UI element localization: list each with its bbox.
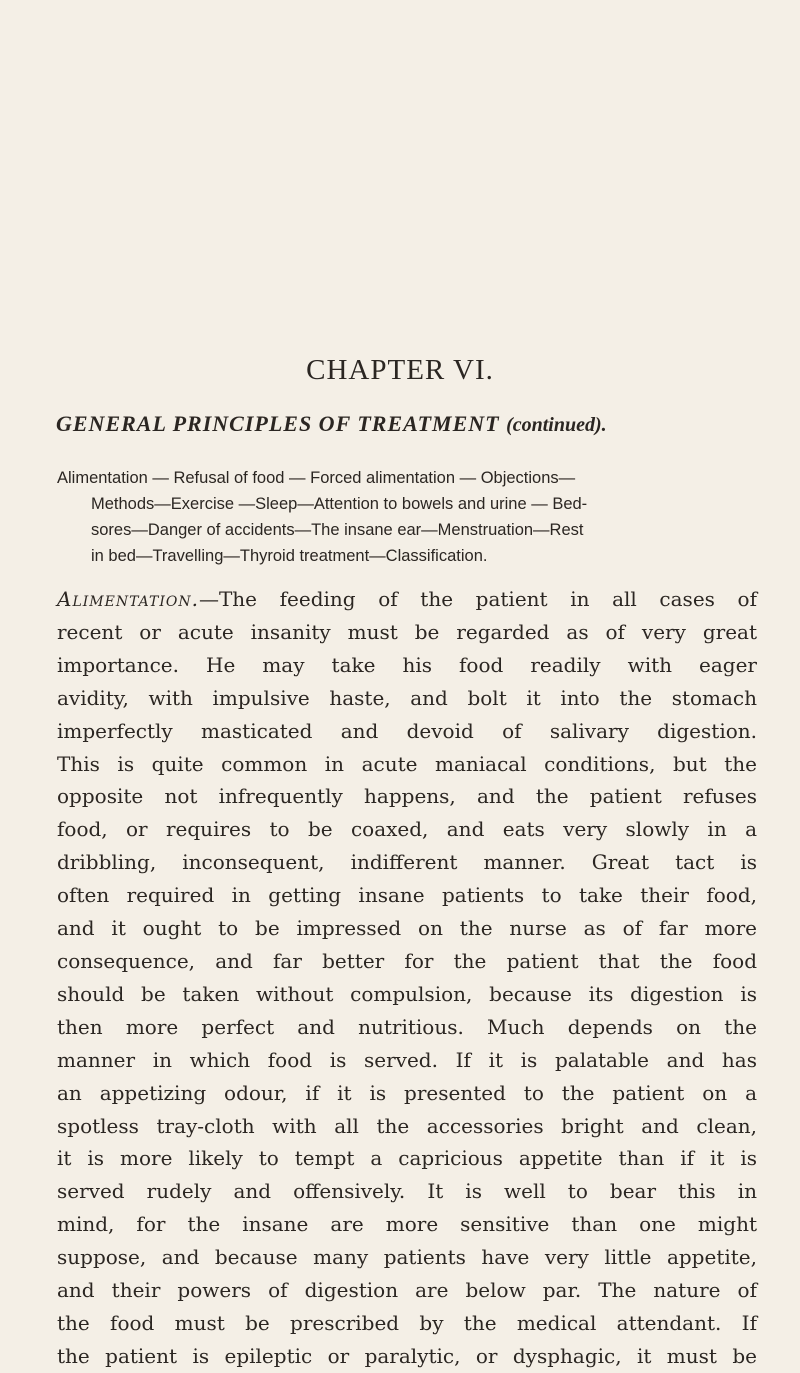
body-first-line (57, 583, 757, 616)
body-line: and their powers of digestion are below par. The nature of (57, 1278, 757, 1303)
chapter-synopsis (57, 465, 757, 569)
body-line: and it ought to be impressed on the nurse as of far more (57, 916, 757, 941)
body-line: should be taken without compulsion, because its digestion is (57, 981, 757, 1006)
body-line: opposite not infrequently happens, and the patient refuses (57, 784, 757, 809)
body-line: dribbling, inconsequent, indifferent manner. Great tact is (57, 850, 757, 875)
synopsis-line: in bed—Travelling—Thyroid treatment—Classification. (91, 547, 488, 565)
body-line: consequence, and far better for the patient that the food (57, 948, 757, 973)
section-head: Alimentation. (57, 587, 199, 611)
body-line: spotless tray-cloth with all the accessories bright and clean, (57, 1113, 757, 1138)
body-line: the patient is epileptic or paralytic, or dysphagic, it must be (57, 1343, 757, 1368)
synopsis-line: Methods—Exercise —Sleep—Attention to bowels and urine — Bed- (91, 495, 588, 513)
body-line: often required in getting insane patients to take their food, (57, 883, 757, 908)
first-line-text: —The feeding of the patient in all cases of (198, 587, 757, 611)
body-line: food, or requires to be coaxed, and eats very slowly in a (57, 817, 757, 842)
chapter-title (56, 411, 756, 437)
body-line: the food must be prescribed by the medical attendant. If (57, 1310, 757, 1335)
chapter-title-main: GENERAL PRINCIPLES OF TREATMENT (56, 411, 500, 436)
synopsis-line: Alimentation — Refusal of food — Forced alimentation — Objections— (57, 469, 576, 487)
body-line: it is more likely to tempt a capricious appetite than if it is (57, 1146, 757, 1171)
body-line: This is quite common in acute maniacal conditions, but the (57, 751, 757, 776)
chapter-heading: CHAPTER VI. (306, 354, 494, 386)
body-paragraph (57, 583, 757, 1373)
synopsis-line: sores—Danger of accidents—The insane ear—Menstruation—Rest (91, 521, 584, 539)
body-line: importance. He may take his food readily with eager (57, 652, 757, 677)
body-line: recent or acute insanity must be regarded as of very great (57, 619, 757, 644)
body-line: manner in which food is served. If it is palatable and has (57, 1047, 757, 1072)
body-line: suppose, and because many patients have very little appetite, (57, 1245, 757, 1270)
chapter-title-suffix: (continued). (506, 414, 607, 436)
body-line: served rudely and offensively. It is well to bear this in (57, 1179, 757, 1204)
body-line: then more perfect and nutritious. Much depends on the (57, 1014, 757, 1039)
body-line: an appetizing odour, if it is presented to the patient on a (57, 1080, 757, 1105)
body-line: imperfectly masticated and devoid of salivary digestion. (57, 718, 757, 743)
body-line: mind, for the insane are more sensitive than one might (57, 1212, 757, 1237)
body-line: avidity, with impulsive haste, and bolt it into the stomach (57, 685, 757, 710)
